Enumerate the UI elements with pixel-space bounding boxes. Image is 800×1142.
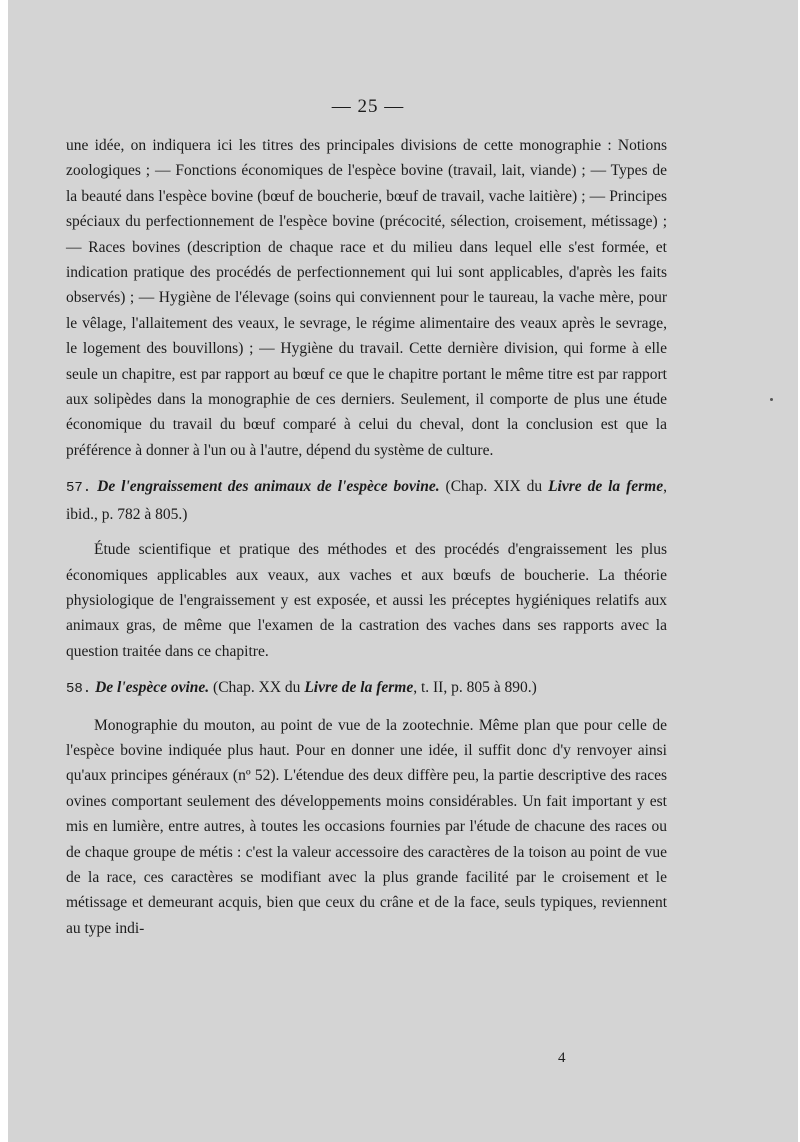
entry-58-number: 58. bbox=[66, 681, 92, 698]
paragraph-species-bovine-outline: une idée, on indiquera ici les titres des principales divisions de cette monographie : Notions zoologiques ; — Fonctions économiques de l'espèce bovine (travail, lait, viande) ; — Types de la beauté dans l'espèce bovine (bœuf de boucherie, bœuf de travail, vache laitière) ; — Principes spéciaux du perfectionnement de l'espèce bovine (précocité, sélection, croisement, métissage) ; — Races bovines (description de chaque race et du milieu dans lequel elle s'est formée, et indication pratique des procédés de perfectionnement qui lui sont applicables, d'après les faits observés) ; — Hygiène de l'élevage (soins qui conviennent pour le taureau, la vache mère, pour le vêlage, l'allaitement des veaux, le sevrage, le régime alimentaire des veaux après le sevrage, le logement des bouvillons) ; — Hygiène du travail. Cette dernière division, qui forme à elle seule un chapitre, est par rapport au bœuf ce que le chapitre portant le même titre est par rapport aux solipèdes dans la monographie de ces derniers. Seulement, il comporte de plus une étude économique du travail du bœuf comparé à celui du cheval, dont la conclusion est que la préférence à donner à l'un ou à l'autre, dépend du système de culture. bbox=[66, 137, 667, 459]
paragraph-engraissement: Étude scientifique et pratique des méthodes et des procédés d'engraissement les plus économiques applicables aux veaux, aux vaches et aux bœufs de boucherie. La théorie physiologique de l'engraissement y est exposée, et aussi les préceptes hygiéniques relatifs aux animaux gras, de même que l'examen de la castration des vaches dans ses rapports avec la question traitée dans ce chapitre. bbox=[66, 541, 667, 660]
page-number: — 25 — bbox=[331, 96, 405, 117]
signature-mark: 4 bbox=[558, 1050, 566, 1066]
entry-57-ref-b: , ibid., p. 782 à 805.) bbox=[66, 478, 667, 523]
scanned-page bbox=[8, 0, 798, 1142]
entry-58-ref-b: , t. II, p. 805 à 890.) bbox=[413, 679, 537, 697]
entry-58-ref-a: (Chap. XX du bbox=[209, 679, 305, 697]
entry-57-title: De l'engraissement des animaux de l'espèce bovine. bbox=[97, 478, 440, 496]
entry-57-book-title: Livre de la ferme bbox=[548, 478, 664, 496]
entry-57-ref-a: (Chap. XIX du bbox=[439, 478, 549, 496]
entry-57-number: 57. bbox=[66, 480, 92, 497]
paper-speck bbox=[770, 398, 773, 401]
entry-58-title: De l'espèce ovine. bbox=[95, 679, 210, 697]
entry-58-heading bbox=[66, 675, 667, 702]
entry-58-book-title: Livre de la ferme bbox=[304, 679, 414, 697]
entry-57-heading bbox=[66, 474, 667, 527]
page-body bbox=[66, 133, 667, 941]
paragraph-espece-ovine: Monographie du mouton, au point de vue de la zootechnie. Même plan que pour celle de l'espèce bovine indiquée plus haut. Pour en donner une idée, il suffit donc d'y renvoyer ainsi qu'aux principes généraux (nº 52). L'étendue des deux diffère peu, la partie descriptive des races ovines comportant seulement des développements moins considérables. Un fait important y est mis en lumière, entre autres, à toutes les occasions fournies par l'étude de chacune des races ou de chaque groupe de métis : c'est la valeur accessoire des caractères de la toison au point de vue de la race, ces caractères se modifiant avec la plus grande facilité par le croisement et le métissage et demeurant acquis, bien que ceux du crâne et de la face, seuls typiques, reviennent au type indi- bbox=[66, 716, 667, 937]
